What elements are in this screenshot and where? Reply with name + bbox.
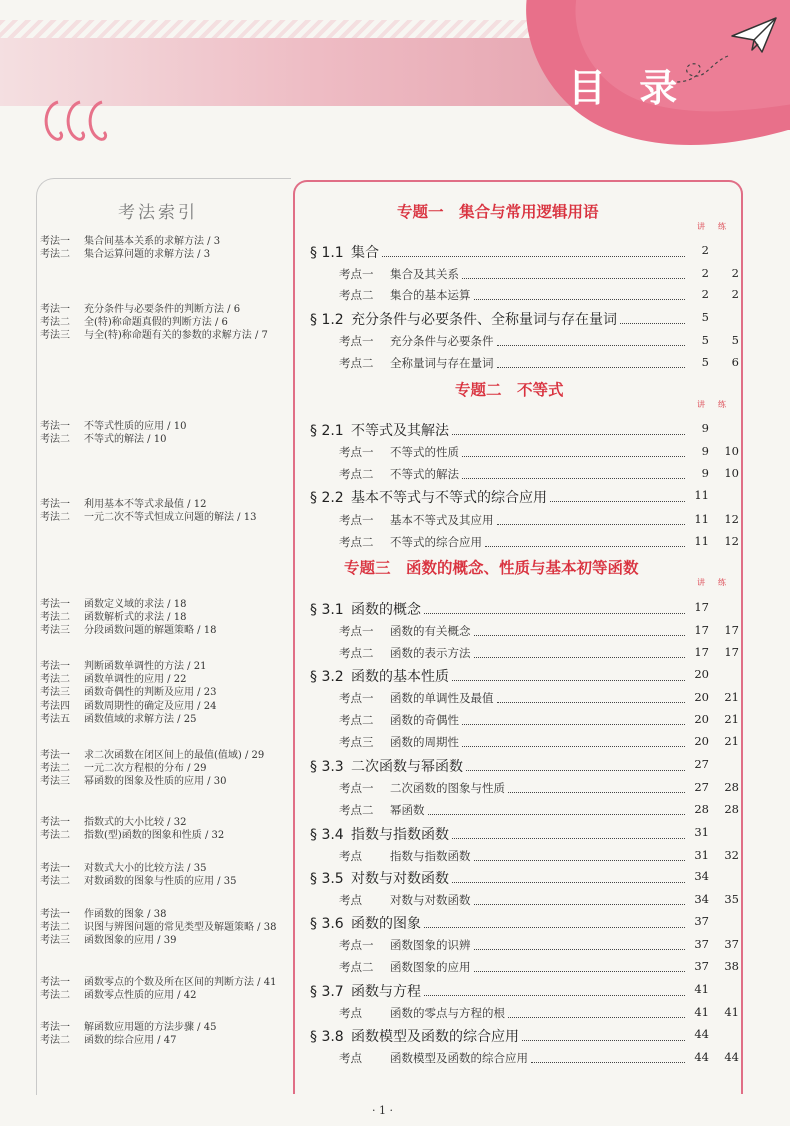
point-entry[interactable] [339,848,471,864]
point-page-jiang: 27 [694,780,709,794]
point-key: 考点二 [339,960,374,974]
section-page: 17 [694,600,709,614]
index-entry-text: 作函数的图象 / 38 [84,909,167,920]
point-page-lian: 41 [724,1005,739,1019]
point-title: 函数图象的应用 [390,960,471,974]
section-entry[interactable] [310,868,449,888]
point-page-lian: 6 [731,355,739,369]
index-entry-text: 利用基本不等式求最值 / 12 [84,499,207,510]
point-entry[interactable] [339,444,459,460]
leader-dots [452,838,685,839]
point-page-jiang: 37 [694,959,709,973]
point-key: 考点一 [339,691,374,705]
point-key: 考点一 [339,267,374,281]
index-entry [40,304,240,316]
section-title: 对数与对数函数 [351,871,449,887]
index-entry [40,990,196,1002]
section-number: § 3.8 [310,1029,344,1045]
index-entry-key: 考法一 [40,750,70,761]
section-number: § 3.3 [310,759,344,775]
index-entry-text: 集合间基本关系的求解方法 / 3 [84,236,221,247]
index-entry-key: 考法一 [40,421,70,432]
leader-dots [497,367,686,368]
point-entry[interactable] [339,712,459,728]
index-entry-key: 考法一 [40,1022,70,1033]
section-entry[interactable] [310,913,421,933]
leader-dots [462,724,685,725]
point-key: 考点二 [339,713,374,727]
point-page-lian: 35 [724,892,739,906]
index-entry-key: 考法一 [40,236,70,247]
index-entry [40,674,186,686]
index-entry-key: 考法二 [40,249,70,261]
index-entry [40,330,268,342]
section-title: 函数模型及函数的综合应用 [351,1029,519,1045]
index-entry-text: 函数值域的求解方法 / 25 [84,713,197,725]
point-title: 集合的基本运算 [390,288,471,302]
leader-dots [452,882,685,883]
index-entry-text: 指数式的大小比较 / 32 [84,817,187,828]
section-number: § 3.2 [310,669,344,685]
leader-dots [497,524,686,525]
header-banner [0,0,790,150]
jiang-label: 讲 [697,222,705,231]
index-entry-key: 考法三 [40,776,70,788]
point-key: 考点 [339,1051,362,1065]
index-title: 考法索引 [118,203,198,223]
leader-dots [424,927,685,928]
point-title: 充分条件与必要条件 [390,334,494,348]
point-entry[interactable] [339,780,505,796]
point-title: 不等式的解法 [390,467,459,481]
index-entry-text: 判断函数单调性的方法 / 21 [84,661,207,672]
point-title: 幂函数 [390,803,425,817]
point-key: 考点一 [339,513,374,527]
point-key: 考点二 [339,535,374,549]
leader-dots [508,792,685,793]
section-page: 2 [701,243,709,257]
point-entry[interactable] [339,892,471,908]
point-page-lian: 17 [724,623,739,637]
point-page-lian: 12 [724,534,739,548]
lian-label: 练 [718,222,726,231]
point-page-lian: 38 [724,959,739,973]
point-page-jiang: 37 [694,937,709,951]
section-number: § 2.1 [310,423,344,439]
leader-dots [620,323,685,324]
point-entry[interactable] [339,1050,528,1066]
point-page-lian: 2 [731,266,739,280]
leader-dots [474,299,686,300]
index-entry-text: 函数图象的应用 / 39 [84,935,177,947]
section-page: 27 [694,757,709,771]
index-entry-key: 考法二 [40,434,70,446]
index-entry-key: 考法五 [40,713,70,725]
point-title: 函数的零点与方程的根 [390,1006,505,1020]
leader-dots [462,478,685,479]
section-number: § 3.1 [310,602,344,618]
index-entry [40,922,276,934]
index-entry-key: 考法二 [40,512,70,524]
point-page-jiang: 9 [701,444,709,458]
index-entry-key: 考法二 [40,674,70,686]
point-entry[interactable] [339,959,471,975]
point-page-lian: 10 [724,444,739,458]
index-entry-key: 考法二 [40,763,70,775]
section-page: 5 [701,310,709,324]
point-page-lian: 21 [724,734,739,748]
topic-title: 专题一 集合与常用逻辑用语 [397,203,599,221]
section-title: 函数的基本性质 [351,669,449,685]
point-title: 函数的单调性及最值 [390,691,494,705]
index-entry [40,863,206,875]
section-entry[interactable] [310,824,449,844]
leader-dots [474,949,686,950]
point-page-lian: 32 [724,848,739,862]
section-title: 函数的概念 [351,602,421,618]
point-entry[interactable] [339,333,494,349]
index-entry [40,687,216,699]
index-entry-text: 函数的综合应用 / 47 [84,1035,177,1047]
section-entry[interactable] [310,309,617,329]
section-entry[interactable] [310,599,421,619]
point-entry[interactable] [339,937,471,953]
point-page-lian: 5 [731,333,739,347]
section-title: 指数与指数函数 [351,827,449,843]
index-entry [40,612,186,624]
point-key: 考点 [339,849,362,863]
jiang-label: 讲 [697,400,705,409]
section-title: 函数的图象 [351,916,421,932]
section-title: 基本不等式与不等式的综合应用 [351,490,547,506]
index-entry [40,421,186,433]
index-entry [40,776,226,788]
index-entry-text: 函数零点性质的应用 / 42 [84,990,197,1002]
point-entry[interactable] [339,512,494,528]
point-title: 不等式的综合应用 [390,535,482,549]
index-entry-text: 对数式大小的比较方法 / 35 [84,863,207,874]
index-entry-text: 一元二次不等式恒成立问题的解法 / 13 [84,512,257,524]
leader-dots [466,770,685,771]
point-page-jiang: 2 [701,266,709,280]
point-title: 二次函数的图象与性质 [390,781,505,795]
point-key: 考点一 [339,938,374,952]
index-entry [40,935,176,947]
point-page-lian: 28 [724,802,739,816]
leader-dots [550,501,685,502]
leader-dots [424,613,685,614]
index-entry-key: 考法一 [40,817,70,828]
point-key: 考点三 [339,735,374,749]
index-entry-text: 函数周期性的确定及应用 / 24 [84,700,217,712]
index-entry [40,1022,216,1034]
index-entry-text: 对数函数的图象与性质的应用 / 35 [84,876,237,888]
section-number: § 3.4 [310,827,344,843]
index-entry [40,434,166,446]
point-entry[interactable] [339,690,494,706]
point-key: 考点一 [339,445,374,459]
point-entry[interactable] [339,266,459,282]
point-title: 对数与对数函数 [390,893,471,907]
point-page-lian: 21 [724,690,739,704]
index-entry-text: 解函数应用题的方法步骤 / 45 [84,1022,217,1033]
leader-dots [474,657,686,658]
section-page: 9 [701,421,709,435]
point-entry[interactable] [339,355,494,371]
point-key: 考点一 [339,334,374,348]
index-entry [40,1035,176,1047]
leader-dots [462,456,685,457]
index-entry-text: 函数定义域的求法 / 18 [84,599,187,610]
point-key: 考点一 [339,781,374,795]
index-entry [40,249,210,261]
index-entry [40,763,206,775]
point-page-lian: 21 [724,712,739,726]
index-entry [40,714,196,726]
leader-dots [452,434,685,435]
index-entry [40,817,186,829]
index-entry-text: 充分条件与必要条件的判断方法 / 6 [84,304,241,315]
jiang-lian-marker [697,577,726,599]
leader-dots [382,256,685,257]
point-page-jiang: 20 [694,712,709,726]
dashed-trail-decoration [672,52,742,86]
topic-title: 专题二 不等式 [455,381,564,399]
index-entry-text: 识图与辨图问题的常见类型及解题策略 / 38 [84,922,277,934]
point-title: 全称量词与存在量词 [390,356,494,370]
index-entry [40,661,206,673]
index-entry-key: 考法一 [40,304,70,315]
index-entry-key: 考法一 [40,661,70,672]
index-entry [40,625,216,637]
point-title: 函数的有关概念 [390,624,471,638]
section-title: 不等式及其解法 [351,423,449,439]
section-page: 34 [694,869,709,883]
point-entry[interactable] [339,466,459,482]
point-key: 考点二 [339,467,374,481]
section-page: 41 [694,982,709,996]
index-entry-text: 幂函数的图象及性质的应用 / 30 [84,776,227,788]
section-number: § 1.1 [310,245,344,261]
point-page-jiang: 44 [694,1050,709,1064]
point-page-jiang: 34 [694,892,709,906]
point-entry[interactable] [339,1005,505,1021]
leader-dots [474,860,686,861]
index-entry-key: 考法三 [40,625,70,637]
section-entry[interactable] [310,666,449,686]
jiang-lian-marker [697,399,726,421]
index-entry-text: 函数解析式的求法 / 18 [84,612,187,624]
leader-dots [508,1017,685,1018]
point-title: 函数的奇偶性 [390,713,459,727]
section-title: 集合 [351,245,379,261]
index-entry-text: 一元二次方程根的分布 / 29 [84,763,207,775]
leader-dots [497,702,686,703]
section-title: 充分条件与必要条件、全称量词与存在量词 [351,312,617,328]
leader-dots [462,278,685,279]
index-entry-key: 考法二 [40,990,70,1002]
section-number: § 3.5 [310,871,344,887]
point-entry[interactable] [339,623,471,639]
index-entry-key: 考法一 [40,863,70,874]
section-entry[interactable] [310,420,449,440]
index-entry-text: 函数零点的个数及所在区间的判断方法 / 41 [84,977,277,988]
index-entry-key: 考法四 [40,700,70,712]
point-title: 函数模型及函数的综合应用 [390,1051,528,1065]
leader-dots [452,680,685,681]
point-page-jiang: 5 [701,355,709,369]
section-title: 二次函数与幂函数 [351,759,463,775]
page-title: 目 录 [568,66,688,110]
point-page-jiang: 5 [701,333,709,347]
point-page-lian: 44 [724,1050,739,1064]
point-page-jiang: 31 [694,848,709,862]
index-entry-text: 函数单调性的应用 / 22 [84,674,187,686]
index-entry-text: 求二次函数在闭区间上的最值(值域) / 29 [84,750,265,761]
index-entry-text: 分段函数问题的解题策略 / 18 [84,625,217,637]
index-entry-key: 考法一 [40,599,70,610]
point-title: 基本不等式及其应用 [390,513,494,527]
index-entry-key: 考法三 [40,330,70,342]
leader-dots [485,546,685,547]
leader-dots [531,1062,685,1063]
index-entry [40,317,228,329]
index-entry-key: 考法二 [40,612,70,624]
point-title: 不等式的性质 [390,445,459,459]
point-title: 指数与指数函数 [390,849,471,863]
point-page-lian: 12 [724,512,739,526]
index-entry-key: 考法一 [40,499,70,510]
index-entry-text: 不等式的解法 / 10 [84,434,167,446]
point-entry[interactable] [339,802,425,818]
leader-dots [474,971,686,972]
index-entry [40,977,276,989]
index-entry-text: 与全(特)称命题有关的参数的求解方法 / 7 [84,330,268,342]
leader-dots [462,746,685,747]
point-page-lian: 28 [724,780,739,794]
index-entry-key: 考法三 [40,935,70,947]
point-page-jiang: 17 [694,623,709,637]
point-page-lian: 2 [731,287,739,301]
index-entry [40,830,224,842]
point-page-jiang: 11 [694,534,709,548]
point-key: 考点二 [339,288,374,302]
section-page: 37 [694,914,709,928]
point-title: 函数的表示方法 [390,646,471,660]
point-title: 函数图象的识辨 [390,938,471,952]
point-key: 考点二 [339,646,374,660]
index-entry-key: 考法二 [40,876,70,888]
section-page: 11 [694,488,709,502]
leader-dots [424,995,685,996]
section-entry[interactable] [310,487,547,507]
leader-dots [497,345,686,346]
page-number: · 1 · [372,1104,393,1117]
leader-dots [474,904,686,905]
index-entry-text: 函数奇偶性的判断及应用 / 23 [84,687,217,699]
index-entry [40,499,206,511]
point-key: 考点一 [339,624,374,638]
point-key: 考点 [339,1006,362,1020]
point-page-jiang: 20 [694,734,709,748]
jiang-lian-marker [697,221,726,243]
point-page-lian: 10 [724,466,739,480]
point-page-jiang: 20 [694,690,709,704]
point-key: 考点二 [339,803,374,817]
index-entry-text: 集合运算问题的求解方法 / 3 [84,249,211,261]
lian-label: 练 [718,400,726,409]
index-entry-key: 考法二 [40,922,70,934]
point-entry[interactable] [339,645,471,661]
curl-decoration [40,96,112,146]
point-page-lian: 37 [724,937,739,951]
lian-label: 练 [718,578,726,587]
index-entry-key: 考法一 [40,909,70,920]
section-title: 函数与方程 [351,984,421,1000]
point-page-jiang: 28 [694,802,709,816]
section-page: 31 [694,825,709,839]
index-entry [40,599,186,611]
section-number: § 2.2 [310,490,344,506]
point-page-jiang: 9 [701,466,709,480]
point-title: 集合及其关系 [390,267,459,281]
point-title: 函数的周期性 [390,735,459,749]
index-entry-text: 全(特)称命题真假的判断方法 / 6 [84,317,228,329]
point-entry[interactable] [339,734,459,750]
point-key: 考点 [339,893,362,907]
leader-dots [522,1040,685,1041]
index-entry-key: 考法二 [40,317,70,329]
section-page: 20 [694,667,709,681]
jiang-label: 讲 [697,578,705,587]
section-entry[interactable] [310,981,421,1001]
point-page-jiang: 41 [694,1005,709,1019]
section-entry[interactable] [310,1026,519,1046]
index-entry [40,750,264,762]
index-entry-key: 考法二 [40,830,70,842]
index-entry-text: 指数(型)函数的图象和性质 / 32 [84,830,225,842]
section-number: § 3.6 [310,916,344,932]
section-entry[interactable] [310,242,379,262]
index-entry [40,909,166,921]
point-page-lian: 17 [724,645,739,659]
leader-dots [428,814,686,815]
index-entry [40,236,220,248]
index-entry-key: 考法三 [40,687,70,699]
index-entry [40,701,216,713]
point-page-jiang: 17 [694,645,709,659]
index-entry-key: 考法一 [40,977,70,988]
point-key: 考点二 [339,356,374,370]
point-page-jiang: 2 [701,287,709,301]
index-entry-text: 不等式性质的应用 / 10 [84,421,187,432]
point-entry[interactable] [339,534,482,550]
index-entry-key: 考法二 [40,1035,70,1047]
point-page-jiang: 11 [694,512,709,526]
leader-dots [474,635,686,636]
index-entry [40,512,256,524]
section-entry[interactable] [310,756,463,776]
section-number: § 3.7 [310,984,344,1000]
section-page: 44 [694,1027,709,1041]
topic-title: 专题三 函数的概念、性质与基本初等函数 [344,559,639,577]
section-number: § 1.2 [310,312,344,328]
index-entry [40,876,236,888]
point-entry[interactable] [339,287,471,303]
